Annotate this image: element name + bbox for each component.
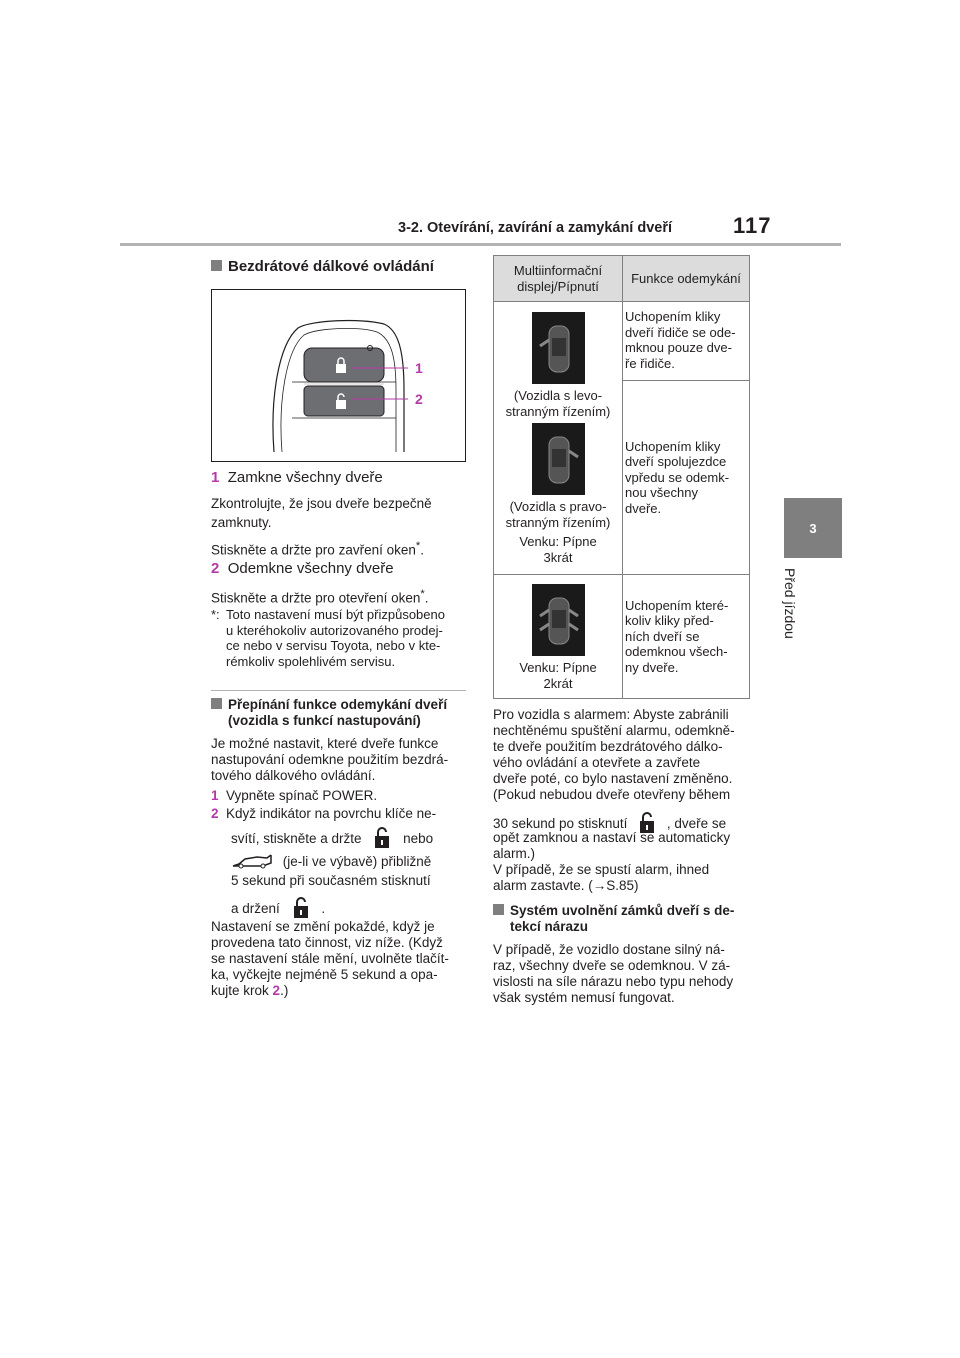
step-2-line-3: (je-li ve výbavě) přibližně (231, 853, 431, 870)
item-1-text: Zkontrolujte, že jsou dveře bezpečně zamknuty. (211, 496, 432, 530)
car-all-doors-open-icon (532, 584, 585, 656)
step-2-line-4: 5 sekund při současném stisknutí (231, 873, 431, 888)
car-right-driver-door-open-icon (532, 423, 585, 495)
alarm-line-icon: 30 sekund po stisknutí , dveře se (493, 812, 726, 832)
footnote: *: Toto nastavení musí být přizpůsobeno u kteréhokoliv autorizovaného prodej- ce nebo v servisu Toyota, nebo v kte- rémkoliv spolehlivém servisu. (211, 607, 445, 669)
table-cell: (Vozidla s levo- stranným řízením) (Vozidla s pravo- stranným řízením) Venku: Pípne 3krát (494, 302, 623, 575)
item-2-note: Stiskněte a držte pro otevření oken*. (211, 588, 429, 606)
table-cell: Uchopením kliky dveří spolujezdce vpředu se odemk- nou všechny dveře. (623, 381, 750, 575)
step-2-line-5: a držení . (231, 897, 325, 917)
key-fob-figure (211, 289, 466, 462)
page-number: 117 (733, 213, 772, 238)
alarm-paragraph: Pro vozidla s alarmem: Abyste zabránili nechtěnému spuštění alarmu, odemkně- te dveře použitím bezdrátového dálko- vého ovládání a otevřete a zavřete dveře poté, co bylo nastavení změněno. (Pokud nebudou dveře otevřeny během (493, 707, 735, 802)
step-2-line-2: svítí, stiskněte a držte nebo (231, 827, 433, 847)
table-cell: Uchopením kliky dveří řidiče se ode- mknou pouze dve- ře řidiče. (623, 302, 750, 381)
key-fob-illustration (212, 290, 465, 461)
paragraph: Nastavení se změní pokaždé, když je provedena tato činnost, viz níže. (Když se nastavení stále mění, uvolněte tlačít- ka, vyčkejte nejméně 5 sekund a opa- kujte krok 2.) (211, 919, 449, 998)
paragraph: Je možné nastavit, které dveře funkce nastupování odemkne použitím bezdrá- tového dálkového ovládání. (211, 736, 449, 783)
item-1-note: Stiskněte a držte pro zavření oken*. (211, 540, 425, 558)
square-bullet-icon (211, 698, 222, 709)
chapter-label: Před jízdou (782, 568, 798, 639)
item-2: 2 Odemkne všechny dveře (211, 560, 394, 577)
square-bullet-icon (211, 260, 222, 271)
trunk-button-icon (231, 853, 275, 869)
item-1: 1 Zamkne všechny dveře (211, 469, 383, 486)
unlock-function-table (493, 255, 750, 699)
unlock-button-icon (369, 827, 395, 847)
subsection-heading: Přepínání funkce odemykání dveří (vozidla s funkcí nastupování) (211, 697, 447, 729)
table-cell: Uchopením které- koliv kliky před- ních dveří se odemknou všech- ny dveře. (623, 575, 750, 699)
chapter-tab[interactable] (784, 498, 842, 558)
step-1: 1 Vypněte spínač POWER. (211, 788, 378, 803)
unlock-button-icon (634, 812, 660, 832)
section-heading: Bezdrátové dálkové ovládání (211, 258, 434, 275)
step-2: 2 Když indikátor na povrchu klíče ne- (211, 806, 437, 821)
alarm-paragraph-cont: opět zamknou a nastaví se automaticky alarm.) V případě, že se spustí alarm, ihned alarm zastavte. (→S.85) (493, 830, 731, 893)
unlock-button-icon (288, 897, 314, 917)
table-cell: Venku: Pípne 2krát (494, 575, 623, 699)
table-header-cell: Funkce odemykání (623, 256, 750, 302)
callout-2: 2 (415, 391, 423, 407)
car-left-driver-door-open-icon (532, 312, 585, 384)
table-header-cell: Multiinformační displej/Pípnutí (494, 256, 623, 302)
subsection-heading: Systém uvolnění zámků dveří s de- tekcí nárazu (493, 903, 734, 935)
chapter-number: 3 (809, 520, 817, 536)
page-ref-link[interactable]: S.85) (606, 878, 639, 893)
section-title: 3-2. Otevírání, zavírání a zamykání dveří (398, 220, 673, 236)
square-bullet-icon (493, 904, 504, 915)
callout-1: 1 (415, 360, 423, 376)
header-rule (120, 243, 841, 246)
divider (211, 690, 466, 691)
impact-paragraph: V případě, že vozidlo dostane silný ná- raz, všechny dveře se odemknou. V zá- vislosti na síle nárazu nebo typu nehody však systém nemusí fungovat. (493, 942, 734, 1005)
